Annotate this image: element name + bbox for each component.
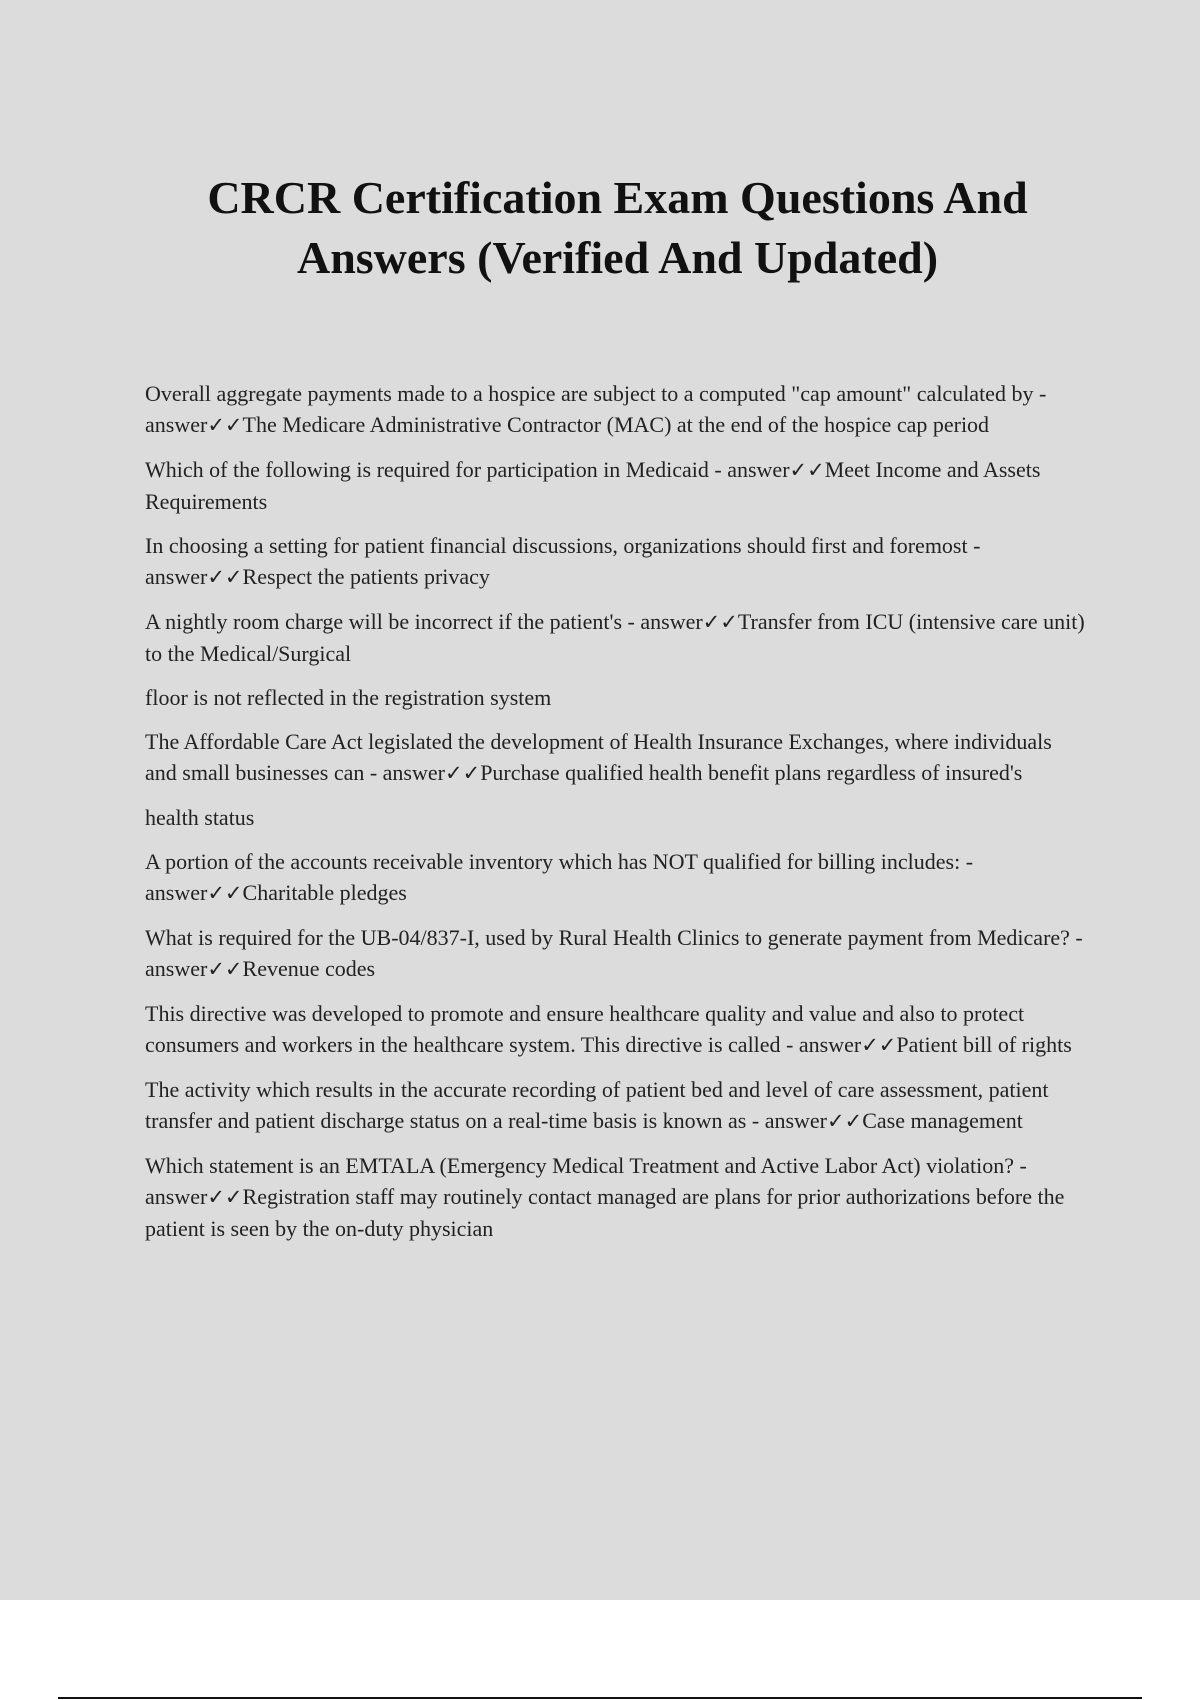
double-check-icon: ✓✓: [444, 761, 481, 785]
qa-paragraph: [145, 726, 1085, 789]
double-check-icon: ✓✓: [861, 1033, 897, 1057]
double-check-icon: ✓✓: [207, 1185, 243, 1209]
double-check-icon: ✓✓: [207, 957, 243, 981]
question-text: Which of the following is required for participation in Medicaid - answer: [145, 457, 790, 482]
qa-paragraph: [145, 922, 1085, 985]
question-text: Which statement is an EMTALA (Emergency Medical Treatment and Active Labor Act) violation? - answer: [145, 1153, 1027, 1209]
question-text: The activity which results in the accurate recording of patient bed and level of care assessment, patient transfer and patient discharge status on a real-time basis is known as - answer: [145, 1077, 1049, 1133]
document-title: CRCR Certification Exam Questions And Answers (Verified And Updated): [207, 172, 1028, 283]
qa-paragraph: [145, 454, 1085, 517]
answer-text: Purchase qualified health benefit plans regardless of insured's: [480, 760, 1023, 785]
question-text: The Affordable Care Act legislated the development of Health Insurance Exchanges, where individuals and small businesses can - answer: [145, 729, 1052, 785]
question-text: This directive was developed to promote and ensure healthcare quality and value and also to protect consumers and workers in the healthcare system. This directive is called - answer: [145, 1001, 1025, 1057]
double-check-icon: ✓✓: [207, 881, 243, 905]
answer-text: Meet Income and Assets Requirements: [145, 457, 1041, 514]
answer-text: The Medicare Administrative Contractor (MAC) at the end of the hospice cap period: [242, 412, 990, 437]
qa-paragraph: [145, 606, 1085, 669]
continuation-paragraph: health status: [145, 805, 255, 830]
answer-text: Case management: [862, 1108, 1023, 1133]
qa-paragraph: [145, 1150, 1085, 1244]
question-text: A portion of the accounts receivable inventory which has NOT qualified for billing includes: - answer: [145, 849, 974, 905]
qa-paragraph: [145, 998, 1085, 1061]
answer-text: Charitable pledges: [242, 880, 407, 905]
continuation-paragraph: floor is not reflected in the registration system: [145, 685, 552, 710]
question-text: What is required for the UB-04/837-I, used by Rural Health Clinics to generate payment from Medicare? - answer: [145, 925, 1083, 981]
double-check-icon: ✓✓: [207, 565, 243, 589]
qa-paragraph: [145, 846, 1085, 909]
answer-text: Respect the patients privacy: [242, 564, 490, 589]
qa-paragraph: [145, 1074, 1085, 1137]
question-text: Overall aggregate payments made to a hospice are subject to a computed "cap amount" calculated by - answer: [145, 381, 1047, 437]
question-text: In choosing a setting for patient financial discussions, organizations should first and foremost - answer: [145, 533, 981, 589]
document-body: [145, 378, 1085, 1257]
footer-divider: [58, 1697, 1142, 1699]
answer-text: Patient bill of rights: [896, 1032, 1072, 1057]
answer-text: Transfer from ICU (intensive care unit) to the Medical/Surgical: [145, 609, 1085, 666]
answer-text: Revenue codes: [242, 956, 376, 981]
answer-text: Registration staff may routinely contact managed are plans for prior authorizations before the patient is seen by the on-duty physician: [145, 1184, 1065, 1241]
qa-paragraph: [145, 378, 1085, 441]
qa-paragraph: [145, 530, 1085, 593]
double-check-icon: ✓✓: [789, 458, 825, 482]
double-check-icon: ✓✓: [207, 413, 243, 437]
double-check-icon: ✓✓: [827, 1109, 863, 1133]
double-check-icon: ✓✓: [702, 610, 738, 634]
question-text: A nightly room charge will be incorrect if the patient's - answer: [145, 609, 703, 634]
